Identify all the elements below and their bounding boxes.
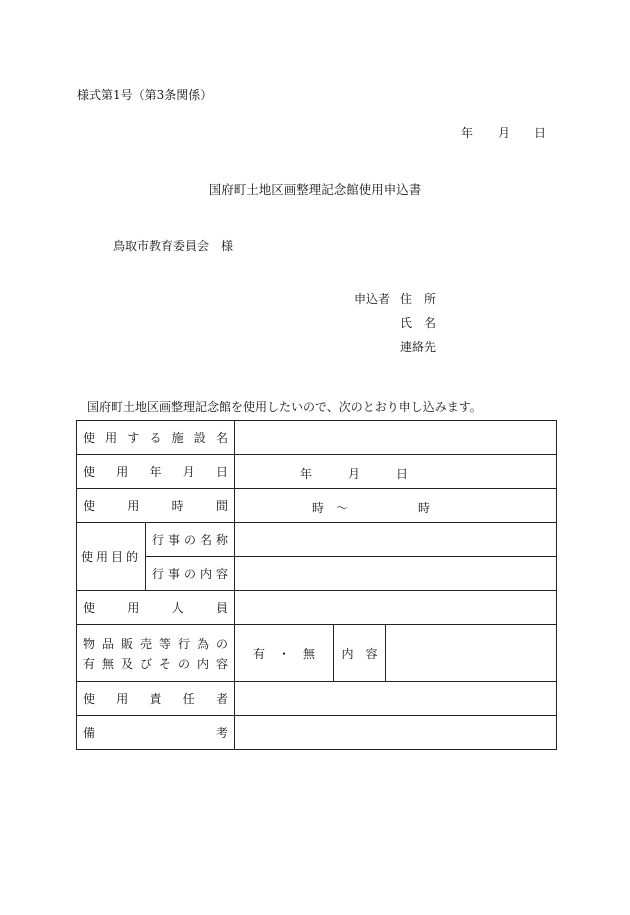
sales-dot: ・ [278,646,291,661]
label-char: の [178,656,191,671]
date-month-label: 月 [498,126,511,140]
applicant-address-label: 住 所 [400,292,437,306]
row-responsible [77,682,557,716]
label-responsible [77,682,235,716]
field-event-name[interactable] [235,523,557,557]
label-char: の [216,636,229,651]
label-char: 行 [178,636,191,651]
field-use-date[interactable] [235,455,557,489]
use-time-to: 時 [418,500,431,515]
field-attendees[interactable] [235,591,557,625]
label-char: 及 [121,656,134,671]
label-char: す [127,431,140,445]
label-char: 物 [83,636,96,651]
label-char: 容 [216,656,229,671]
label-char: 有 [83,656,96,671]
label-char: 月 [182,465,195,479]
label-char: 責 [149,692,162,706]
sales-yes[interactable]: 有 [253,646,266,661]
label-char: 用 [127,499,140,513]
label-char: 行 [152,567,165,581]
content-label-text: 内 容 [341,646,378,661]
field-event-content[interactable] [235,557,557,591]
document-title: 国府町土地区画整理記念館使用申込書 [208,182,422,197]
label-char: 内 [200,567,213,581]
label-char: 販 [121,636,134,651]
sales-no[interactable]: 無 [302,646,315,661]
label-char: 用 [105,431,118,445]
label-char: 考 [216,726,229,740]
label-char: 行 [152,533,165,547]
label-char: の [184,533,197,547]
usage-form-table [76,420,557,750]
field-remarks[interactable] [235,716,557,750]
row-event-content [77,557,557,591]
row-sales [77,625,557,682]
row-remarks [77,716,557,750]
use-date-day: 日 [396,466,409,481]
label-char: 使 [83,465,96,479]
label-char: 用 [116,692,129,706]
addressee: 鳥取市教育委員会 様 [113,239,234,253]
use-date-year: 年 [300,466,313,481]
label-char: 使 [83,692,96,706]
date-year-label: 年 [461,126,474,140]
label-char: 称 [216,533,229,547]
use-time-from: 時 [312,500,325,515]
label-char: 人 [171,601,184,615]
field-sales-yes-no[interactable] [235,625,334,682]
label-char: る [149,431,162,445]
use-date-month: 月 [348,466,361,481]
label-facility-name [77,421,235,455]
applicant-prefix: 申込者 [354,292,391,306]
label-content [334,625,386,682]
label-char: 為 [197,636,210,651]
label-char: 容 [216,567,229,581]
label-char: 用 [127,601,140,615]
label-purpose [77,523,146,591]
purpose-text: 使用目的 [80,550,141,564]
label-char: 事 [168,567,181,581]
label-char: 等 [159,636,172,651]
label-use-time [77,489,235,523]
label-char: 備 [83,726,96,740]
label-char: 員 [215,601,228,615]
applicant-block [354,292,436,364]
label-char: 事 [168,533,181,547]
label-char: 使 [83,499,96,513]
form-number: 様式第1号（第3条関係） [77,88,213,102]
applicant-contact-label: 連絡先 [400,340,437,354]
label-char: 品 [102,636,115,651]
label-char: 名 [215,431,228,445]
label-char: 使 [83,601,96,615]
label-char: び [140,656,153,671]
label-char: 時 [171,499,184,513]
label-char: 任 [182,692,195,706]
date-line [461,124,546,141]
label-char: そ [159,656,172,671]
label-char: 間 [215,499,228,513]
row-attendees [77,591,557,625]
field-sales-content[interactable] [386,625,557,682]
label-char: 内 [197,656,210,671]
label-use-date [77,455,235,489]
label-event-content [146,557,235,591]
label-char: 年 [149,465,162,479]
label-remarks [77,716,235,750]
row-event-name [77,523,557,557]
intro-text: 国府町土地区画整理記念館を使用したいので、次のとおり申し込みます。 [87,400,482,414]
label-char: の [184,567,197,581]
label-char: 日 [216,465,229,479]
applicant-name-label: 氏 名 [400,316,437,330]
label-char: 者 [216,692,229,706]
label-char: 用 [116,465,129,479]
label-event-name [146,523,235,557]
label-char: 設 [193,431,206,445]
field-responsible[interactable] [235,682,557,716]
row-use-time [77,489,557,523]
label-attendees [77,591,235,625]
label-sales [77,625,235,682]
label-char: 名 [200,533,213,547]
field-use-time[interactable] [235,489,557,523]
label-char: 施 [171,431,184,445]
field-facility-name[interactable] [235,421,557,455]
label-char: 売 [140,636,153,651]
row-facility-name [77,421,557,455]
row-use-date [77,455,557,489]
label-char: 使 [83,431,96,445]
date-day-label: 日 [534,126,547,140]
label-char: 無 [102,656,115,671]
use-time-tilde: ～ [336,500,349,515]
